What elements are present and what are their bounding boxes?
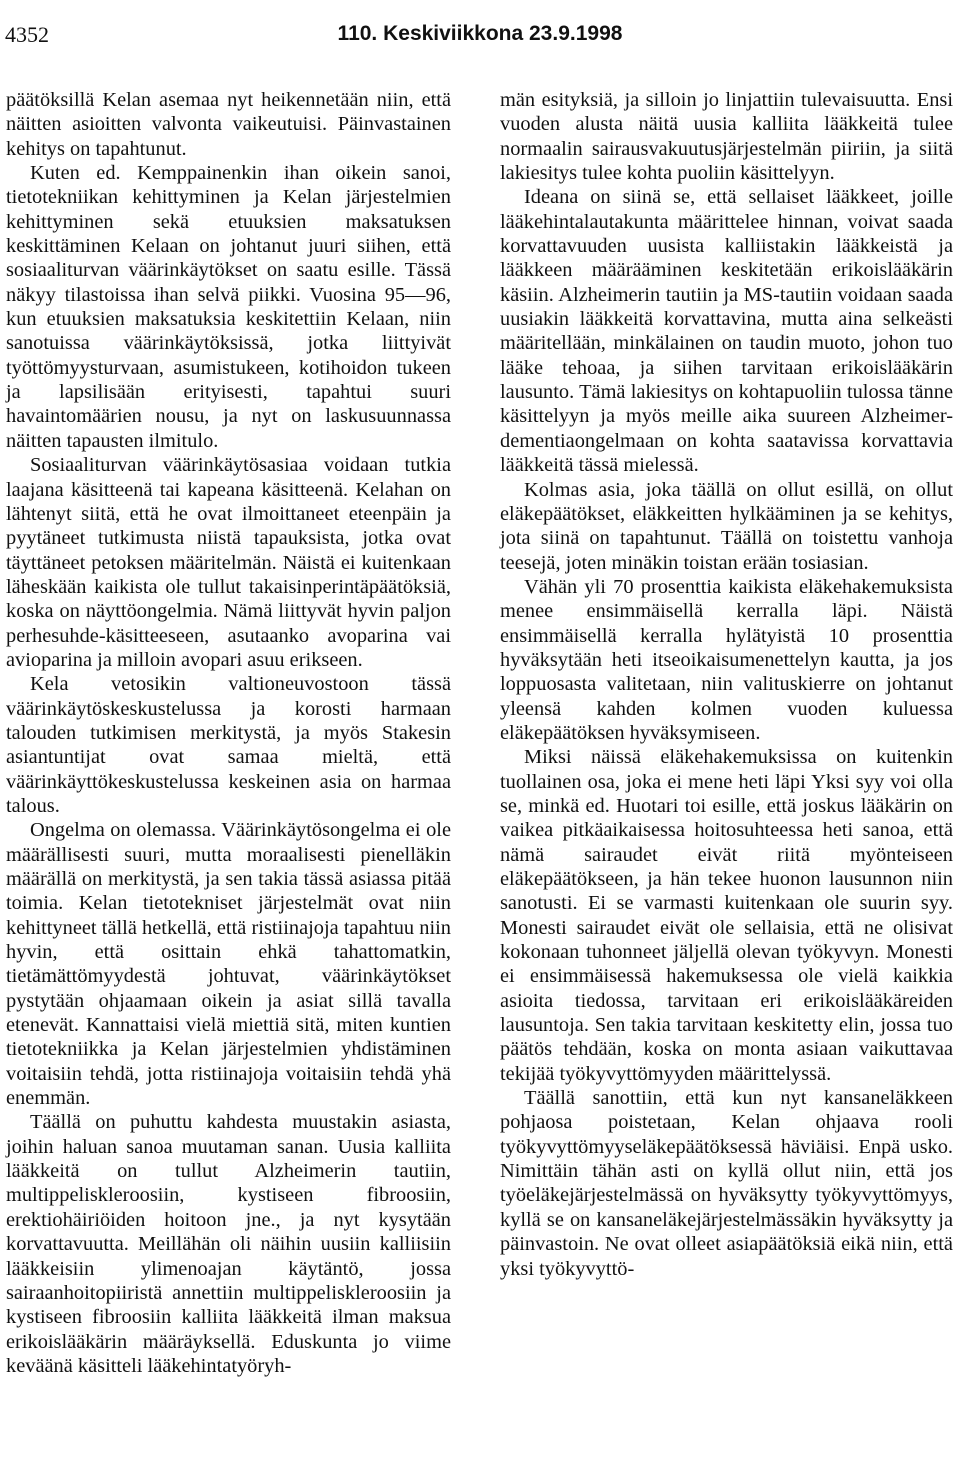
paragraph: Kolmas asia, joka täällä on ollut esillä, on ollut eläkepäätökset, eläkkeitten hylkääminen ja se kehitys, jota siinä on tapahtunut. Täällä on toistettu vanhoja teesejä, joten minäkin toistan erään tosiasian. — [500, 478, 953, 574]
paragraph: Ideana on siinä se, että sellaiset lääkkeet, joille lääkehintalautakunta määrittelee hinnan, voivat saada korvattavuuden uusista kalliistakin lääkkeistä ja lääkkeen määrääminen keskitetään erikoislääkärin käsiin. Alzheimerin tautiin ja MS-tautiin voidaan saada uusiakin lääkkeitä korvattavina, mutta aina selkeästi määritellään, minkälainen on taudin muoto, johon tuo lääke tehoaa, ja siihen tarvitaan erikoislääkärin lausunto. Tämä lakiesitys on kohtapuoliin tulossa tänne käsittelyyn ja myös meille aika suureen Alzheimer-dementiaongelmaan on kohta saatavissa korvattavia lääkkeitä tässä mielessä. — [500, 186, 953, 477]
paragraph: män esityksiä, ja silloin jo linjattiin tulevaisuutta. Ensi vuoden alusta näitä uusia kalliita lääkkeitä tulee normaalin sairausvakuutusjärjestelmän piiriin, ja siitä lakiesitys tulee kohta puoliin käsittelyyn. — [500, 89, 953, 185]
paragraph: Täällä on puhuttu kahdesta muustakin asiasta, joihin haluan sanoa muutaman sanan. Uusia kalliita lääkkeitä on tullut Alzheimerin tautiin, multippeliskleroosiin, kystiseen fibroosiin, erektiohäiriöiden hoitoon jne., ja nyt kysytään korvattavuutta. Meillähän oli näihin uusiin kalliisiin lääkkeisiin ylimenoajan käytäntö, jossa sairaanhoitopiiristä annettiin multippeliskleroosiin ja kystiseen fibroosiin kalliita lääkkeitä ilman maksua erikoislääkärin määräyksellä. Eduskunta jo viime keväänä käsitteli lääkehintatyöryh- — [6, 1111, 451, 1377]
paragraph: päätöksillä Kelan asemaa nyt heikennetään niin, että näitten asioitten valvonta vaikeutuisi. Päinvastainen kehitys on tapahtunut. — [6, 89, 451, 160]
paragraph: Kela vetosikin valtioneuvostoon tässä väärinkäytöskeskustelussa ja korosti harmaan talouden tutkimisen merkitystä, ja myös Stakesin asiantuntijat ovat samaa mieltä, että väärinkäyttökeskustelussa keskeinen asia on harmaa talous. — [6, 673, 451, 817]
paragraph: Kuten ed. Kemppainenkin ihan oikein sanoi, tietotekniikan kehittyminen ja Kelan järjestelmien kehittyminen sekä etuuksien maksatuksen keskittäminen Kelaan on johtanut juuri siihen, että sosiaaliturvan väärinkäytökset on saatu esille. Tässä näkyy tilastoissa ihan selvä piikki. Vuosina 95—96, kun etuuksien maksatuksia keskitettiin Kelaan, niin sanotuissa väärinkäytöksissä, jotka liittyivät työttömyysturvaan, asumistukeen, kotihoidon tukeen ja lapsilisään erityisesti, tapahtui suuri havaintomäärien nousu, ja nyt on laskusuunnassa näitten tapausten ilmitulo. — [6, 162, 451, 452]
running-head: 110. Keskiviikkona 23.9.1998 — [337, 22, 623, 45]
paragraph: Vähän yli 70 prosenttia kaikista eläkehakemuksista menee ensimmäisellä kerralla läpi. Näistä ensimmäisellä kerralla hylätyistä 10 prosenttia hyväksytään heti itseoikaisumenettelyn kautta, ja jos loppuosasta valitetaan, niin valituskierre on johtanut yleensä kahden kolmen vuoden kuluessa eläkepäätöksen hyväksymiseen. — [500, 575, 953, 744]
page-number: 4352 — [5, 22, 49, 47]
left-column — [6, 88, 451, 1378]
paragraph: Täällä sanottiin, että kun nyt kansaneläkkeen pohjaosa poistetaan, Kelan ohjaava rooli työkyvyttömyyseläkepäätöksessä häviäisi. Enpä usko. Nimittäin tähän asti on kyllä ollut niin, että jos työeläkejärjestelmässä on hyväksytty työkyvyttömyys, kyllä se on kansaneläkejärjestelmässäkin hyväksytty ja päinvastoin. Ne ovat olleet asiapäätöksiä eikä niin, että yksi työkyvyttö- — [500, 1087, 953, 1280]
paragraph: Miksi näissä eläkehakemuksissa on kuitenkin tuollainen osa, joka ei mene heti läpi Yksi syy voi olla se, minkä ed. Huotari toi esille, että joskus lääkärin on vaikea pitkäaikaisessa hoitosuhteessa heti sanoa, että nämä sairaudet eivät riitä myönteiseen eläkepäätökseen, ja hän tekee huonon lausunnon niin sanotusti. Ei se varmasti kuitenkaan ole suurin syy. Monesti sairaudet eivät ole sellaisia, että ne olisivat kokonaan tuhonneet jäljellä olevan työkyvyn. Monesti ei ensimmäisessä hakemuksessa ole vielä kaikkia asioita tiedossa, tarvitaan eri erikoislääkäreiden lausuntoja. Sen takia tarvitaan keskitetty elin, jossa tuo päätös tehdään, koska on monta asiaan vaikuttavaa tekijää työkyvyttömyyden määrittelyssä. — [500, 746, 953, 1085]
paragraph: Sosiaaliturvan väärinkäytösasiaa voidaan tutkia laajana käsitteenä tai kapeana käsitteenä. Kelahan on lähtenyt siitä, että he ovat ilmoittaneet eteenpäin ja pyytäneet tutkimusta niistä tapauksista, jotka ovat täyttäneet petoksen määritelmän. Näistä ei kuitenkaan läheskään kaikista ole tullut takaisinperintäpäätöksiä, koska on näyttöongelmia. Nämä liittyvät hyvin paljon perhesuhde-käsitteeseen, asutaanko avoparina vai avioparina ja milloin avopari asuu erikseen. — [6, 454, 451, 671]
page-header — [0, 22, 960, 62]
paragraph: Ongelma on olemassa. Väärinkäytösongelma ei ole määrällisesti suuri, mutta moraalisesti pienelläkin määrällä on merkitystä, ja sen takia tässä asiassa pitää toimia. Kelan tietotekniset järjestelmät ovat niin kehittyneet tällä hetkellä, että ristiinajoja tapahtuu niin hyvin, että osittain ehkä tahattomatkin, tietämättömyydestä johtuvat, väärinkäytökset pystytään ohjaamaan oikein ja asiat sillä tavalla etenevät. Kannattaisi vielä miettiä sitä, miten kuntien tietotekniikka ja Kelan järjestelmien yhdistäminen voitaisiin tehdä, jotta ristiinajoja voitaisiin tehdä yhä enemmän. — [6, 819, 451, 1110]
right-column — [500, 88, 953, 1281]
